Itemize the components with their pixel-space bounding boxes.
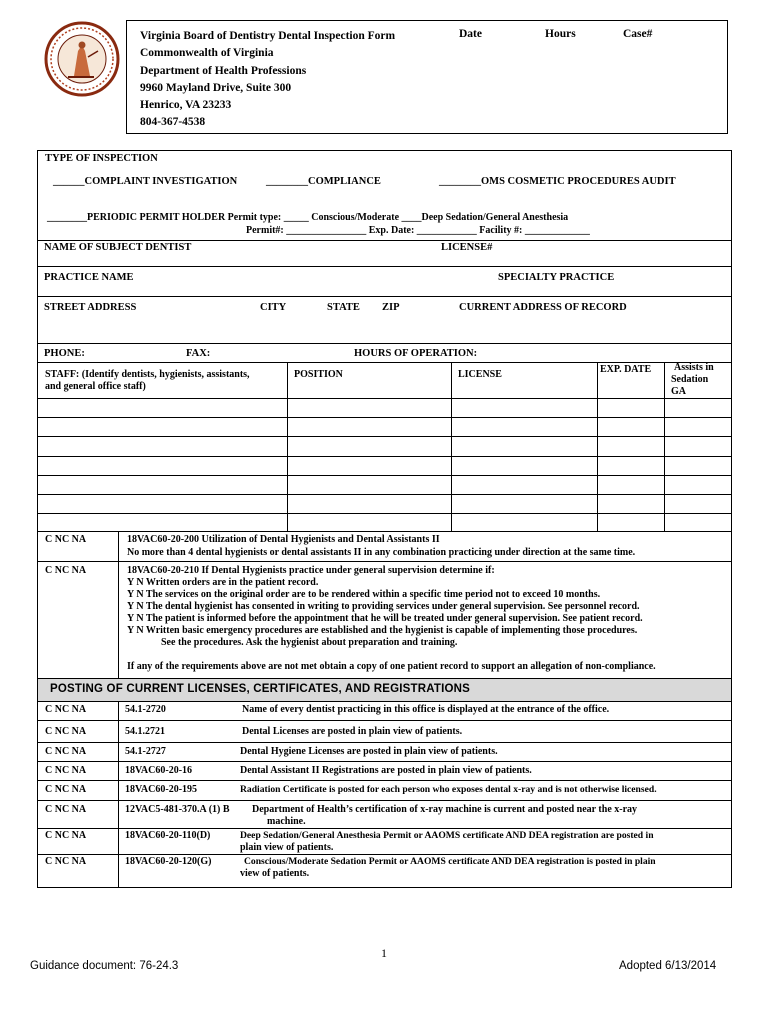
cnna-check[interactable]: C NC NA [45,830,87,841]
reg-210-see-note: See the procedures. Ask the hygienist about preparation and training. [161,637,458,648]
col-divider [287,362,288,531]
table-row[interactable] [37,436,732,437]
practice-name-label: PRACTICE NAME [44,272,134,283]
specialty-practice-label: SPECIALTY PRACTICE [498,272,615,283]
state-label: STATE [327,302,360,313]
posting-section-title: POSTING OF CURRENT LICENSES, CERTIFICATES, AND REGISTRATIONS [50,683,471,695]
posting-row-text: Dental Licenses are posted in plain view of patients. [242,726,463,737]
reg-210-code: 18VAC60-20-210 If Dental Hygienists practice under general supervision determine if: [127,565,495,576]
divider [37,343,732,344]
col-divider [118,701,119,888]
subject-dentist-label: NAME OF SUBJECT DENTIST [44,242,192,253]
complaint-investigation-option[interactable]: ______COMPLAINT INVESTIGATION [53,176,238,187]
posting-row-code: 18VAC60-20-120(G) [125,856,212,867]
agency-line: Department of Health Professions [140,64,307,77]
permit-details-line[interactable]: Permit#: ________________ Exp. Date: ____________ Facility #: _____________ [246,225,590,236]
posting-row-code: 54.1-2727 [125,746,166,757]
hours-of-operation-label: HOURS OF OPERATION: [354,348,478,359]
posting-row-text: Department of Health’s certification of x-ray machine is current and posted near the x-ray [252,804,638,815]
table-row[interactable] [37,398,732,399]
posting-row-text-cont: machine. [267,816,306,827]
divider [37,701,732,702]
posting-row-code: 18VAC60-20-195 [125,784,198,795]
header-box [126,20,728,134]
divider [37,296,732,297]
reg-210-item[interactable]: Y N Written orders are in the patient record. [127,577,319,588]
reg-210-item[interactable]: Y N The dental hygienist has consented in writing to providing services under general supervision. See personnel record. [127,601,640,612]
address-line: Henrico, VA 23233 [140,99,232,112]
type-of-inspection-title: TYPE OF INSPECTION [45,153,158,164]
divider [37,780,732,781]
compliance-option[interactable]: ________COMPLIANCE [266,176,381,187]
posting-row-code: 54.1-2720 [125,704,166,715]
assists-column-header-2: Sedation [671,374,709,385]
inspection-form-frame [37,150,732,888]
staff-table-bottom [37,531,732,532]
oms-audit-option[interactable]: ________OMS COSMETIC PROCEDURES AUDIT [439,176,676,187]
agency-address-block [140,28,395,132]
divider [37,761,732,762]
table-row[interactable] [37,475,732,476]
table-row[interactable] [37,513,732,514]
divider [37,828,732,829]
posting-row-text: Name of every dentist practicing in this office is displayed at the entrance of the office. [242,704,610,715]
cnna-check[interactable]: C NC NA [45,804,87,815]
assists-column-header-3: GA [671,386,686,397]
phone-line: 804-367-4538 [140,116,206,129]
divider [37,266,732,267]
divider [37,742,732,743]
agency-line: Commonwealth of Virginia [140,47,274,60]
cnna-check[interactable]: C NC NA [45,765,87,776]
fax-label: FAX: [186,348,211,359]
divider [37,720,732,721]
col-divider [118,531,119,679]
license-number-label: LICENSE# [441,242,493,253]
cnna-check[interactable]: C NC NA [45,746,87,757]
posting-row-text-cont: plain view of patients. [240,842,334,853]
exp-date-column-header: EXP. DATE [600,364,652,375]
address-line: 9960 Mayland Drive, Suite 300 [140,81,292,94]
reg-210-item[interactable]: Y N Written basic emergency procedures are established and the hygienist is capable of implementing those procedures. [127,625,638,636]
date-label: Date [459,28,482,40]
staff-column-header-2: and general office staff) [45,381,146,392]
hours-label: Hours [545,28,576,40]
divider [37,561,732,562]
city-label: CITY [260,302,287,313]
license-column-header: LICENSE [458,369,502,380]
reg-200-text: No more than 4 dental hygienists or dental assistants II in any combination practicing under direction at the same time. [127,547,636,558]
staff-table-top [37,362,732,363]
adopted-date: Adopted 6/13/2014 [619,960,717,972]
posting-row-text: Dental Assistant II Registrations are posted in plain view of patients. [240,765,532,776]
table-row[interactable] [37,494,732,495]
guidance-document-number: Guidance document: 76-24.3 [30,960,179,972]
posting-row-text: Dental Hygiene Licenses are posted in plain view of patients. [240,746,498,757]
col-divider [597,362,598,531]
page-number: 1 [381,946,387,960]
posting-row-code: 12VAC5-481-370.A (1) B [125,804,230,815]
reg-200-code: 18VAC60-20-200 Utilization of Dental Hygienists and Dental Assistants II [127,534,440,545]
posting-row-text: Conscious/Moderate Sedation Permit or AAOMS certificate AND DEA registration is posted in plain [244,856,656,867]
col-divider [664,362,665,531]
posting-row-code: 54.1.2721 [125,726,165,737]
phone-label: PHONE: [44,348,85,359]
virginia-seal-image [44,21,120,97]
reg-210-item[interactable]: Y N The services on the original order are to be rendered within a specific time period not to exceed 10 months. [127,589,601,600]
cnna-check[interactable]: C NC NA [45,726,87,737]
posting-row-code: 18VAC60-20-110(D) [125,830,211,841]
position-column-header: POSITION [294,369,343,380]
reg-210-item[interactable]: Y N The patient is informed before the appointment that he will be treated under general supervision. See patient record. [127,613,643,624]
cnna-check-200[interactable]: C NC NA [45,534,87,545]
table-row[interactable] [37,417,732,418]
case-label: Case# [623,28,653,40]
posting-row-text-cont: view of patients. [240,868,310,879]
table-row[interactable] [37,456,732,457]
posting-section-header [38,679,731,701]
posting-row-text: Deep Sedation/General Anesthesia Permit or AAOMS certificate AND DEA registration are posted in [240,830,654,841]
divider [37,854,732,855]
cnna-check[interactable]: C NC NA [45,704,87,715]
form-title: Virginia Board of Dentistry Dental Inspection Form [140,30,396,42]
reg-210-footer-note: If any of the requirements above are not met obtain a copy of one patient record to support an allegation of non-compliance. [127,661,656,672]
zip-label: ZIP [382,302,400,313]
posting-row-text: Radiation Certificate is posted for each person who exposes dental x-ray and is not otherwise licensed. [240,784,657,795]
col-divider [451,362,452,531]
assists-column-header: Assists in [674,362,714,373]
periodic-permit-option[interactable]: ________PERIODIC PERMIT HOLDER Permit type: _____ Conscious/Moderate ____Deep Sedation/General Anesthesia [47,212,569,223]
cnna-check[interactable]: C NC NA [45,784,87,795]
current-address-label: CURRENT ADDRESS OF RECORD [459,302,627,313]
divider [37,800,732,801]
cnna-check[interactable]: C NC NA [45,856,87,867]
posting-row-code: 18VAC60-20-16 [125,765,193,776]
staff-column-header: STAFF: (Identify dentists, hygienists, assistants, [45,369,250,380]
divider [37,240,732,241]
cnna-check-210[interactable]: C NC NA [45,565,87,576]
street-address-label: STREET ADDRESS [44,302,137,313]
